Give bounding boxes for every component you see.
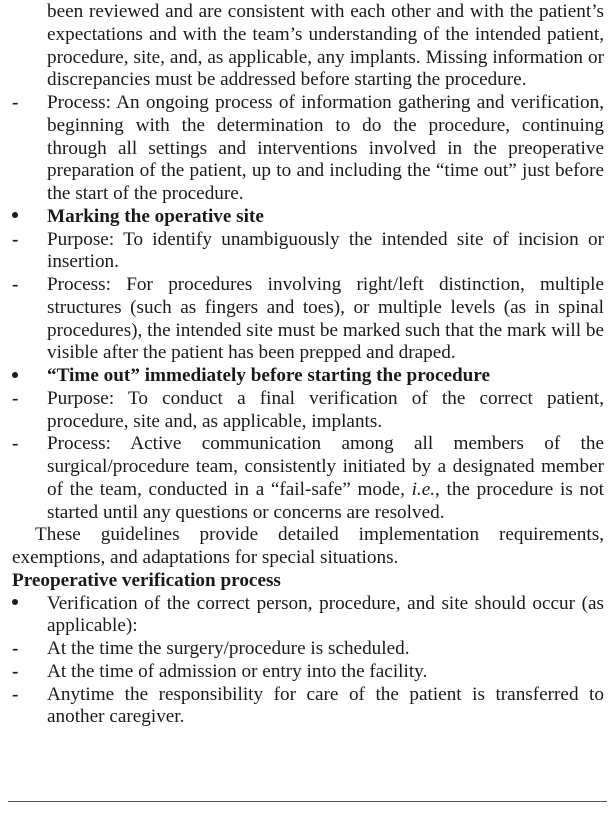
preop-bullet-text: Verification of the correct person, procedure, and site should occur (as applicable): [47, 592, 604, 637]
guidelines-paragraph: These guidelines provide detailed implementation requirements, exemptions, and adaptations for special situations. [12, 524, 604, 568]
bullet-icon [12, 206, 26, 229]
intro-process-text: Process: An ongoing process of information gathering and verification, beginning with the determination to do the procedure, continuing through all settings and interventions involved in the preoperative preparation of the patient, up to and including the “time out” just before the start of the procedure. [47, 92, 604, 204]
dash-marker: - [12, 228, 19, 250]
section-title: “Time out” immediately before starting the procedure [47, 365, 491, 386]
preop-item-text: At the time of admission or entry into the facility. [47, 660, 428, 682]
list-item-preop-2 [0, 684, 612, 730]
dash-marker: - [12, 92, 19, 113]
process-text-part: Process: Active communication among all members of the surgical/procedure team, consistently initiated by a designated member of the team, conducted in a “fail-safe” mode, [47, 433, 604, 500]
document-page [0, 1, 612, 729]
preop-item-text: At the time the surgery/procedure is scheduled. [47, 638, 410, 659]
intro-continuation: been reviewed and are consistent with each other and with the patient’s expectations and with the team’s understanding of the intended patient, procedure, site, and, as applicable, any implants. Missing information or discrepancies must be addressed before starting the procedure. [47, 1, 604, 91]
list-item-preop-0 [0, 638, 612, 661]
bullet-icon [12, 593, 26, 616]
list-item-preop-1 [0, 661, 612, 684]
list-item-marking-process [0, 274, 612, 365]
marking-purpose-text: Purpose: To identify unambiguously the intended site of incision or insertion. [47, 228, 604, 273]
list-item-intro-process [0, 92, 612, 206]
dash-marker: - [12, 387, 19, 409]
dash-marker: - [12, 683, 19, 705]
bottom-rule-divider [8, 801, 607, 802]
preop-item-text: Anytime the responsibility for care of the patient is transferred to another caregiver. [47, 683, 604, 728]
marking-process-text: Process: For procedures involving right/left distinction, multiple structures (such as fingers and toes), or multiple levels (as in spinal procedures), the intended site must be marked such that the mark will be visible after the patient has been prepped and draped. [47, 274, 604, 364]
dash-marker: - [12, 660, 19, 682]
time-out-process-text [47, 433, 604, 522]
process-text-italic: i.e. [411, 478, 436, 500]
section-heading-time-out [0, 365, 612, 388]
list-item-time-out-purpose [0, 388, 612, 434]
bullet-icon [12, 365, 26, 388]
list-item-marking-purpose [0, 229, 612, 275]
dash-marker: - [12, 638, 19, 659]
dash-marker: - [12, 433, 19, 455]
dash-marker: - [12, 274, 19, 295]
section-title: Marking the operative site [47, 205, 264, 227]
list-item-time-out-process [0, 433, 612, 524]
preop-heading: Preoperative verification process [12, 569, 281, 591]
time-out-purpose-text: Purpose: To conduct a final verification of the correct patient, procedure, site and, as applicable, implants. [47, 387, 604, 432]
process-text-part: , the procedure is not started until any questions or concerns are resolved. [47, 478, 604, 523]
list-item-preop-bullet [0, 593, 612, 639]
section-heading-marking [0, 206, 612, 229]
